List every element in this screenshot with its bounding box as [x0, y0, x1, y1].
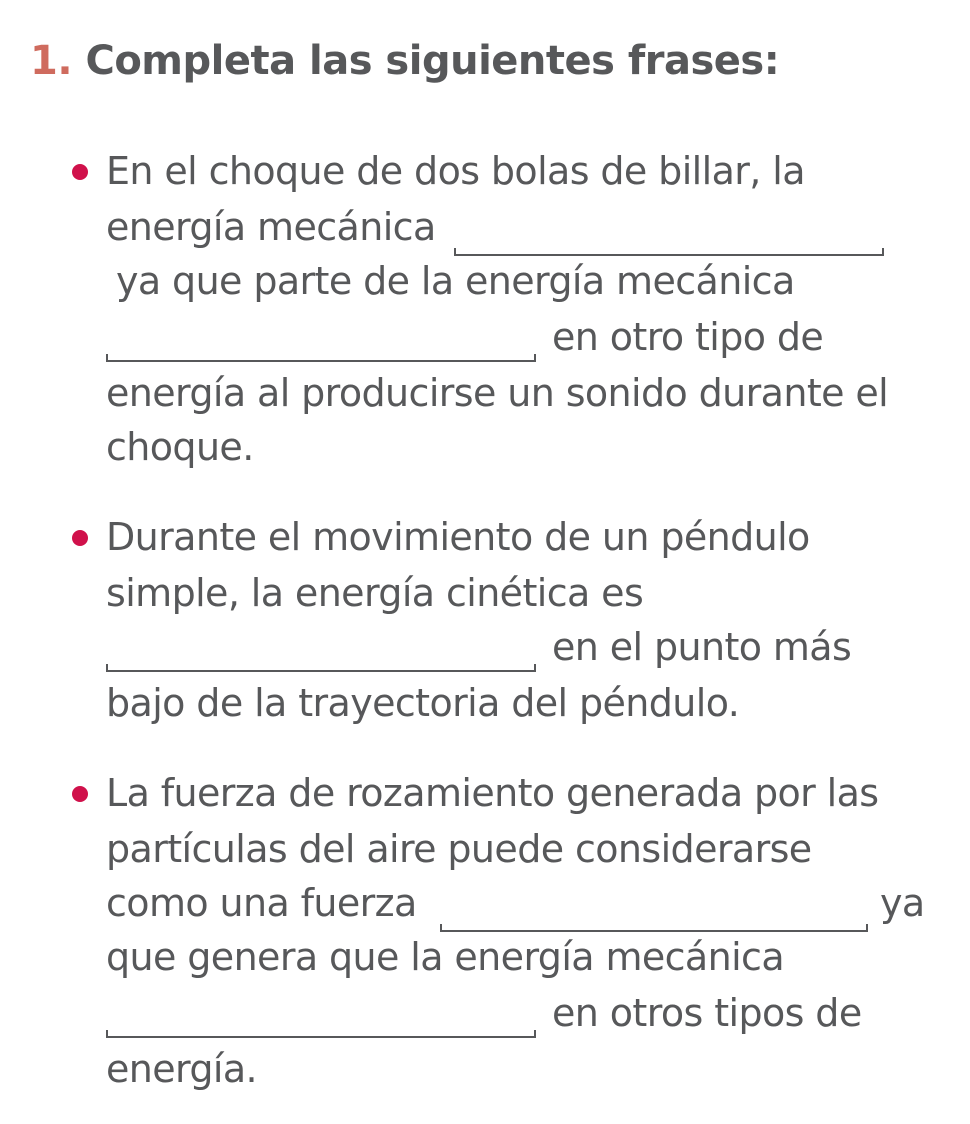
item-3-line-2: partículas del aire puede considerarse	[106, 827, 812, 871]
fill-blank-3[interactable]	[106, 660, 536, 672]
fill-blank-2[interactable]	[106, 350, 536, 362]
item-1-line-6: choque.	[106, 425, 254, 469]
item-2-line-3: en el punto más	[552, 625, 852, 669]
item-2-line-2: simple, la energía cinética es	[106, 571, 644, 615]
item-3-line-7: energía.	[106, 1047, 258, 1091]
item-3-line-6: en otros tipos de	[552, 991, 862, 1035]
bullet-dot-icon	[72, 786, 88, 802]
exercise-number: 1.	[30, 38, 73, 84]
item-1-line-3: ya que parte de la energía mecánica	[116, 259, 795, 303]
fill-blank-1[interactable]	[454, 244, 884, 256]
fill-blank-5[interactable]	[106, 1026, 536, 1038]
fill-blank-4[interactable]	[440, 920, 868, 932]
item-3-line-5: que genera que la energía mecánica	[106, 935, 785, 979]
item-1-line-1: En el choque de dos bolas de billar, la	[106, 149, 805, 193]
item-3-line-4: ya	[880, 881, 925, 925]
bullet-dot-icon	[72, 530, 88, 546]
exercise-title: Completa las siguientes frases:	[85, 38, 780, 84]
exercise-heading	[30, 38, 779, 84]
item-1-line-5: energía al producirse un sonido durante el	[106, 371, 889, 415]
bullet-dot-icon	[72, 164, 88, 180]
item-3-line-1: La fuerza de rozamiento generada por las	[106, 771, 879, 815]
item-1-line-4: en otro tipo de	[552, 315, 824, 359]
item-3-line-3: como una fuerza	[106, 881, 417, 925]
item-2-line-1: Durante el movimiento de un péndulo	[106, 515, 810, 559]
item-2-line-4: bajo de la trayectoria del péndulo.	[106, 681, 740, 725]
item-1-line-2: energía mecánica	[106, 205, 436, 249]
